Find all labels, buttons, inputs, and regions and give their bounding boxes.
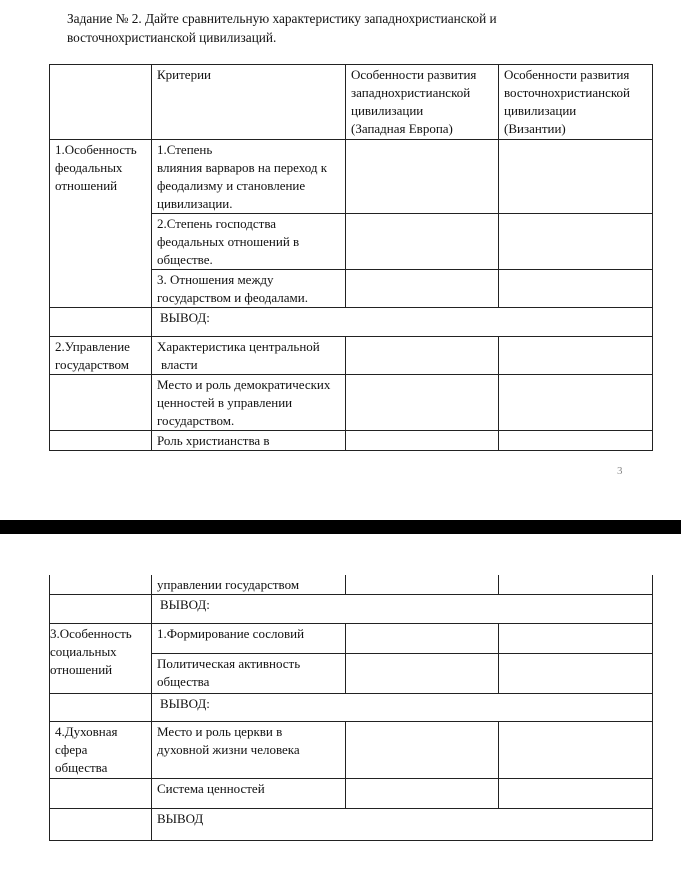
answer-west-cell[interactable]: [346, 575, 499, 595]
empty-section-cell: [50, 779, 152, 809]
answer-west-cell[interactable]: [346, 779, 499, 809]
criterion-state-feudals: 3. Отношения между государством и феодалами.: [152, 270, 346, 308]
task-text: [67, 9, 497, 47]
empty-section-cell: [50, 431, 152, 451]
table-row: [50, 375, 653, 431]
criterion-church-role: Место и роль церкви в духовной жизни человека: [152, 722, 346, 779]
answer-east-cell[interactable]: [499, 431, 653, 451]
criterion-democratic-values: Место и роль демократических ценностей в управлении государством.: [152, 375, 346, 431]
criterion-estates-formation: 1.Формирование сословий: [152, 624, 346, 654]
conclusion-empty-cell: [50, 308, 152, 337]
page-separator: [0, 520, 681, 534]
criterion-christianity-role-cont: управлении государством: [152, 575, 346, 595]
final-conclusion-cell[interactable]: ВЫВОД: [152, 809, 653, 841]
table-row: [50, 337, 653, 375]
task-line-1: Задание № 2. Дайте сравнительную характеристику западнохристианской и: [67, 11, 497, 26]
conclusion-cell[interactable]: ВЫВОД:: [152, 595, 653, 624]
header-criteria: Критерии: [152, 65, 346, 140]
comparison-table-part-1: [49, 64, 653, 451]
empty-section-cell: [50, 575, 152, 595]
answer-west-cell[interactable]: [346, 337, 499, 375]
criterion-central-power: Характеристика центральной власти: [152, 337, 346, 375]
conclusion-empty-cell: [50, 595, 152, 624]
section-state-governance: 2.Управление государством: [50, 337, 152, 375]
answer-east-cell[interactable]: [499, 140, 653, 214]
criterion-feudal-dominance: 2.Степень господства феодальных отношений в обществе.: [152, 214, 346, 270]
header-west: Особенности развития западнохристианской цивилизации (Западная Европа): [346, 65, 499, 140]
header-row: [50, 65, 653, 140]
answer-east-cell[interactable]: [499, 779, 653, 809]
answer-west-cell[interactable]: [346, 375, 499, 431]
answer-east-cell[interactable]: [499, 270, 653, 308]
table-row: [50, 140, 653, 214]
header-east: Особенности развития восточнохристианской цивилизации (Византии): [499, 65, 653, 140]
task-line-2: восточнохристианской цивилизаций.: [67, 30, 277, 45]
conclusion-row: [50, 308, 653, 337]
answer-east-cell[interactable]: [499, 575, 653, 595]
header-empty-cell: [50, 65, 152, 140]
page-number: 3: [617, 465, 623, 477]
section-feudal-relations: 1.Особенность феодальных отношений: [50, 140, 152, 308]
answer-east-cell[interactable]: [499, 337, 653, 375]
criterion-barbarian-influence: 1.Степень влияния варваров на переход к феодализму и становление цивилизации.: [152, 140, 346, 214]
conclusion-row: [50, 694, 653, 722]
answer-west-cell[interactable]: [346, 431, 499, 451]
table-row: [50, 779, 653, 809]
answer-west-cell[interactable]: [346, 270, 499, 308]
table-row: [50, 722, 653, 779]
criterion-value-system: Система ценностей: [152, 779, 346, 809]
comparison-table-part-2: [49, 575, 653, 841]
conclusion-row: [50, 595, 653, 624]
answer-west-cell[interactable]: [346, 140, 499, 214]
criterion-christianity-role: Роль христианства в: [152, 431, 346, 451]
conclusion-empty-cell: [50, 694, 152, 722]
answer-east-cell[interactable]: [499, 214, 653, 270]
conclusion-row: [50, 809, 653, 841]
section-spiritual-sphere: 4.Духовная сфера общества: [50, 722, 152, 779]
empty-section-cell: [50, 375, 152, 431]
table-row: [50, 624, 653, 654]
criterion-political-activity: Политическая активность общества: [152, 654, 346, 694]
section-social-relations: 3.Особенность социальных отношений: [50, 624, 152, 694]
answer-east-cell[interactable]: [499, 375, 653, 431]
answer-east-cell[interactable]: [499, 624, 653, 654]
table-row: [50, 575, 653, 595]
answer-east-cell[interactable]: [499, 654, 653, 694]
answer-west-cell[interactable]: [346, 722, 499, 779]
conclusion-cell[interactable]: ВЫВОД:: [152, 308, 653, 337]
answer-west-cell[interactable]: [346, 214, 499, 270]
answer-west-cell[interactable]: [346, 654, 499, 694]
table-row: [50, 431, 653, 451]
answer-west-cell[interactable]: [346, 624, 499, 654]
answer-east-cell[interactable]: [499, 722, 653, 779]
conclusion-cell[interactable]: ВЫВОД:: [152, 694, 653, 722]
conclusion-empty-cell: [50, 809, 152, 841]
